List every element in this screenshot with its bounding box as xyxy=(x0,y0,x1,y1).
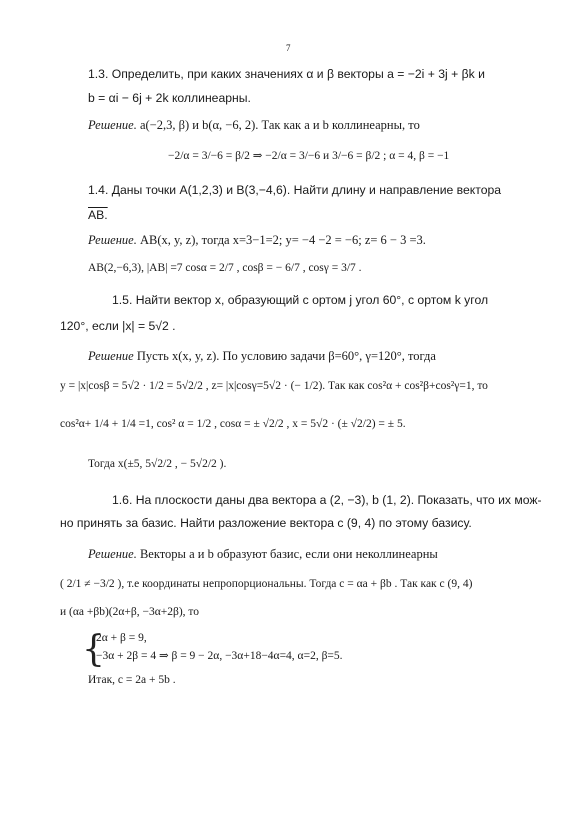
solution-text: AB(x, y, z), тогда x=3−1=2; y= −4 −2 = −6; z= 6 − 3 =3. xyxy=(139,233,426,247)
problem-1-5-answer: Тогда x(±5, 5√2/2 , − 5√2/2 ). xyxy=(88,458,227,470)
solution-label: Решение xyxy=(88,349,134,363)
problem-1-5-statement-line-2: 120°, если |x| = 5√2 . xyxy=(60,319,176,333)
solution-text: Векторы a и b образуют базис, если они неколлинеарны xyxy=(139,547,438,561)
problem-1-3-solution xyxy=(88,117,420,133)
solution-text: Пусть x(x, y, z). По условию задачи β=60°, γ=120°, тогда xyxy=(136,349,436,363)
problem-1-6-system-eq-1: 2α + β = 9, xyxy=(96,632,147,644)
page-number: 7 xyxy=(286,43,291,53)
problem-1-3-equation: −2/α = 3/−6 = β/2 ⇒ −2/α = 3/−6 и 3/−6 = β/2 ; α = 4, β = −1 xyxy=(168,150,450,162)
solution-text: a(−2,3, β) и b(α, −6, 2). Так как a и b коллинеарны, то xyxy=(139,118,420,132)
solution-label: Решение. xyxy=(88,233,137,247)
problem-1-5-derivation-2: cos²α+ 1/4 + 1/4 =1, cos² α = 1/2 , cosα = ± √2/2 , x = 5√2 · (± √2/2) = ± 5. xyxy=(60,418,406,430)
problem-1-5-derivation-1: y = |x|cosβ = 5√2 · 1/2 = 5√2/2 , z= |x|cosγ=5√2 · (− 1/2). Так как cos²α + cos²β+cos²γ=1, то xyxy=(60,380,488,392)
problem-1-5-statement-line-1: 1.5. Найти вектор x, образующий с ортом j угол 60°, с ортом k угол xyxy=(112,293,489,307)
problem-1-6-solution xyxy=(88,546,438,562)
problem-1-4-statement-line-1: 1.4. Даны точки A(1,2,3) и B(3,−4,6). Найти длину и направление вектора xyxy=(88,183,502,197)
problem-1-5-solution xyxy=(88,348,436,364)
problem-1-4-solution xyxy=(88,232,426,248)
problem-1-6-statement-line-2: но принять за базис. Найти разложение вектора c (9, 4) по этому базису. xyxy=(60,516,472,530)
problem-1-6-system-eq-2: −3α + 2β = 4 ⇒ β = 9 − 2α, −3α+18−4α=4, α=2, β=5. xyxy=(96,650,343,662)
problem-1-6-condition: ( 2/1 ≠ −3/2 ), т.е координаты непропорциональны. Тогда c = αa + βb . Так как c (9, 4) xyxy=(60,578,473,590)
system-brace: { xyxy=(82,629,105,670)
solution-label: Решение. xyxy=(88,547,137,561)
problem-1-6-answer: Итак, c = 2a + 5b . xyxy=(88,674,176,686)
problem-1-6-coordinates: и (αa +βb)(2α+β, −3α+2β), то xyxy=(60,606,200,618)
problem-1-4-statement-line-2: AB. xyxy=(88,208,108,222)
problem-1-3-statement-line-2: b = αi − 6j + 2k коллинеарны. xyxy=(88,91,251,105)
solution-label: Решение. xyxy=(88,118,137,132)
problem-1-6-statement-line-1: 1.6. На плоскости даны два вектора a (2, −3), b (1, 2). Показать, что их мож- xyxy=(112,493,542,507)
problem-1-4-result: AB(2,−6,3), |AB| =7 cosα = 2/7 , cosβ = − 6/7 , cosγ = 3/7 . xyxy=(88,262,362,274)
problem-1-3-statement-line-1: 1.3. Определить, при каких значениях α и β векторы a = −2i + 3j + βk и xyxy=(88,67,485,81)
